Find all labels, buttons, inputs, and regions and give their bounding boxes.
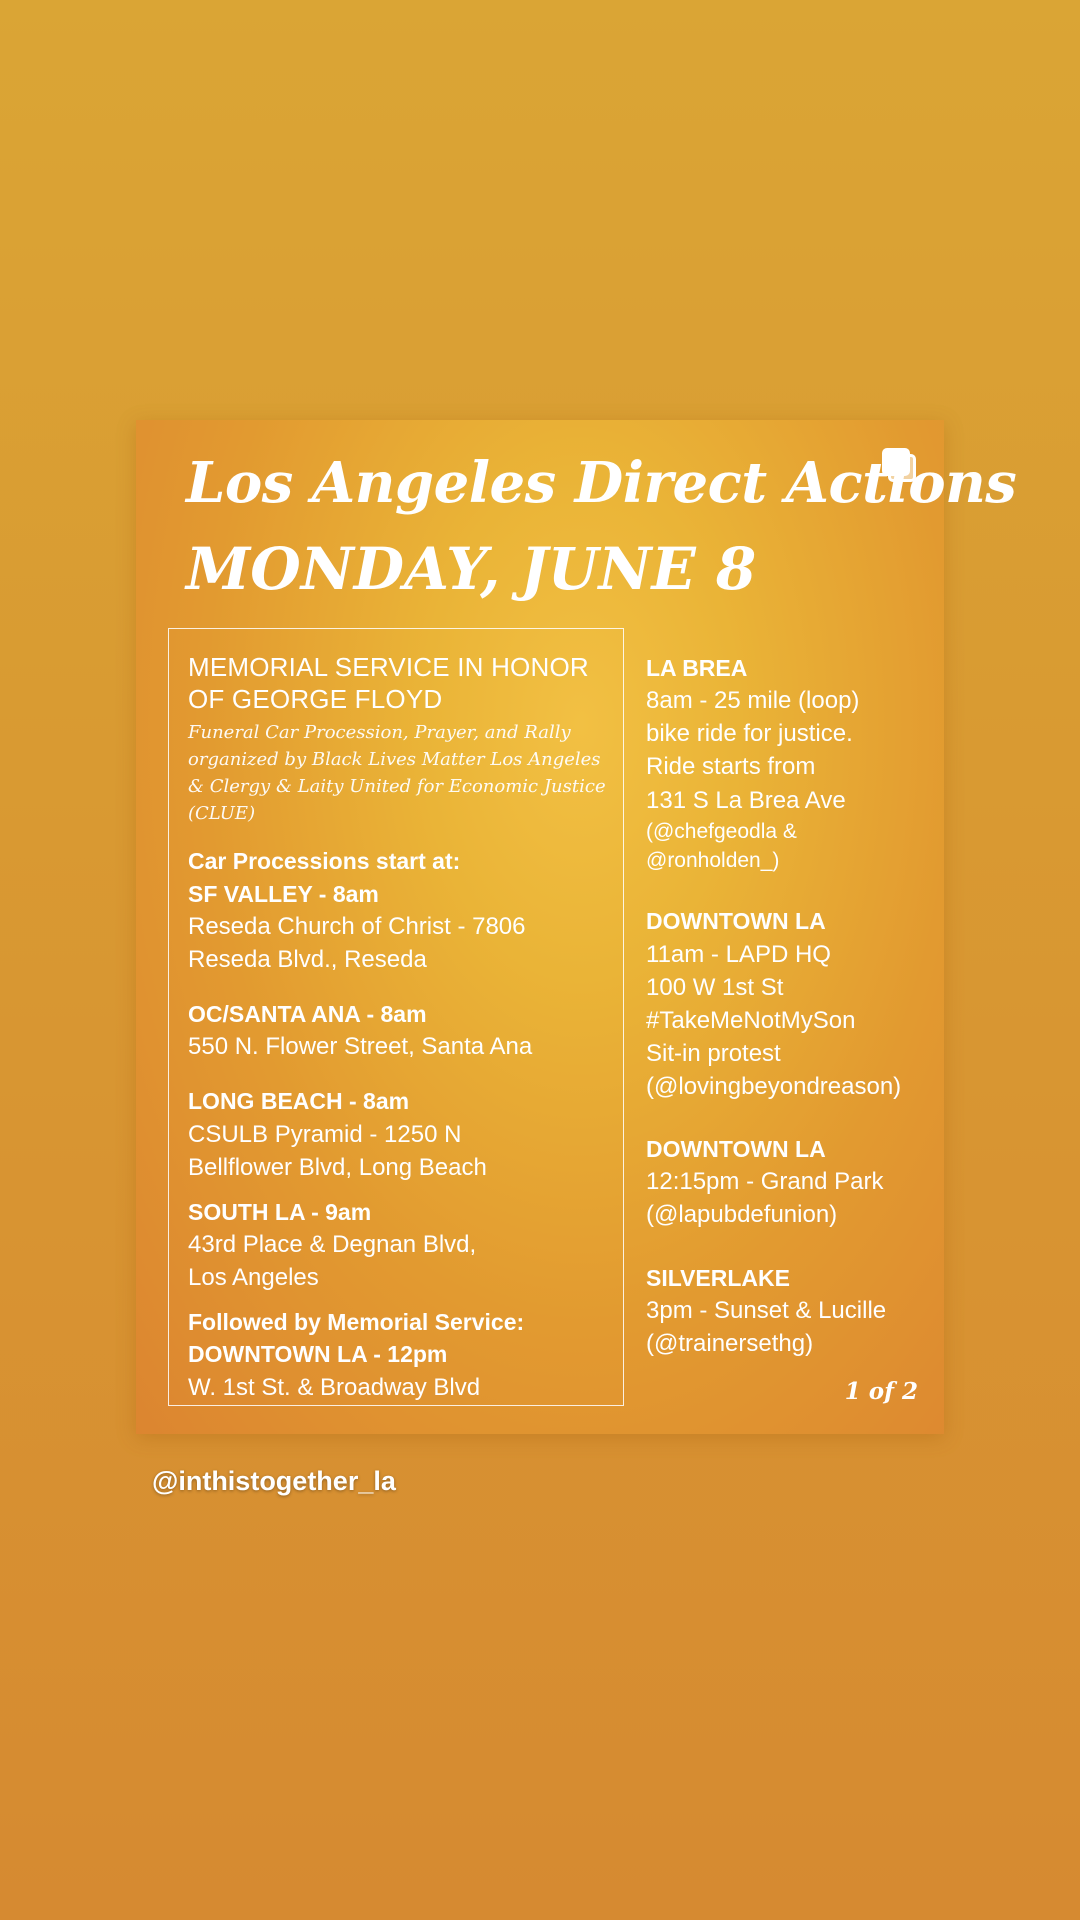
post-date: MONDAY, JUNE 8 bbox=[186, 535, 757, 603]
lb-line-1: CSULB Pyramid - 1250 N bbox=[188, 1120, 462, 1148]
post-image[interactable] bbox=[136, 420, 1017, 1434]
oc-line-1: 550 N. Flower Street, Santa Ana bbox=[188, 1033, 533, 1061]
labrea-line-5: (@chefgeodla & bbox=[646, 819, 797, 843]
organizer-line-2: organized by Black Lives Matter Los Angeles bbox=[188, 749, 601, 771]
dt1-line-1: 11am - LAPD HQ bbox=[646, 940, 831, 968]
page-indicator: 1 of 2 bbox=[844, 1378, 918, 1405]
organizer-text bbox=[188, 719, 618, 827]
sla-line-2: Los Angeles bbox=[188, 1264, 319, 1292]
silverlake-line-2: (@trainersethg) bbox=[646, 1329, 814, 1357]
dtla-heading: DOWNTOWN LA - 12pm bbox=[188, 1341, 448, 1368]
labrea-line-3: Ride starts from bbox=[646, 753, 816, 781]
memorial-heading-2: OF GEORGE FLOYD bbox=[188, 683, 443, 714]
sfv-heading: SF VALLEY - 8am bbox=[188, 880, 379, 907]
dt2-line-2: (@lapubdefunion) bbox=[646, 1201, 838, 1229]
lb-heading: LONG BEACH - 8am bbox=[188, 1088, 410, 1115]
dt1-heading: DOWNTOWN LA bbox=[646, 908, 826, 935]
silverlake-line-1: 3pm - Sunset & Lucille bbox=[646, 1296, 887, 1324]
left-column bbox=[188, 652, 618, 1404]
dt1-line-4: Sit-in protest bbox=[646, 1039, 781, 1067]
right-column bbox=[646, 652, 936, 1360]
memorial-heading-1: MEMORIAL SERVICE IN HONOR bbox=[188, 652, 589, 682]
labrea-heading: LA BREA bbox=[646, 655, 748, 681]
mention-sticker[interactable]: @inthistogether_la bbox=[152, 1466, 396, 1496]
dt1-line-2: 100 W 1st St bbox=[646, 973, 784, 1001]
labrea-line-4: 131 S La Brea Ave bbox=[646, 786, 846, 814]
silverlake-heading: SILVERLAKE bbox=[646, 1264, 790, 1291]
sfv-line-2: Reseda Blvd., Reseda bbox=[188, 945, 427, 973]
sfv-line-1: Reseda Church of Christ - 7806 bbox=[188, 912, 526, 940]
post-title: Los Angeles Direct Actions bbox=[186, 450, 1017, 516]
organizer-line-3: & Clergy & Laity United for Economic Justice bbox=[188, 776, 606, 798]
labrea-line-2: bike ride for justice. bbox=[646, 720, 853, 748]
dt2-heading: DOWNTOWN LA bbox=[646, 1136, 826, 1163]
dtla-line-1: W. 1st St. & Broadway Blvd bbox=[188, 1373, 481, 1401]
organizer-line-1: Funeral Car Procession, Prayer, and Rally bbox=[188, 722, 571, 744]
dt1-line-5: (@lovingbeyondreason) bbox=[646, 1073, 902, 1101]
oc-heading: OC/SANTA ANA - 8am bbox=[188, 1001, 427, 1028]
processions-heading: Car Processions start at: bbox=[188, 848, 461, 875]
sla-heading: SOUTH LA - 9am bbox=[188, 1198, 372, 1225]
lb-line-2: Bellflower Blvd, Long Beach bbox=[188, 1153, 487, 1181]
dt2-line-1: 12:15pm - Grand Park bbox=[646, 1168, 884, 1196]
organizer-line-4: (CLUE) bbox=[188, 803, 256, 825]
dt1-line-3: #TakeMeNotMySon bbox=[646, 1006, 856, 1034]
followed-heading: Followed by Memorial Service: bbox=[188, 1309, 525, 1336]
labrea-line-6: @ronholden_) bbox=[646, 849, 780, 873]
sla-line-1: 43rd Place & Degnan Blvd, bbox=[188, 1230, 477, 1258]
labrea-line-1: 8am - 25 mile (loop) bbox=[646, 687, 860, 715]
